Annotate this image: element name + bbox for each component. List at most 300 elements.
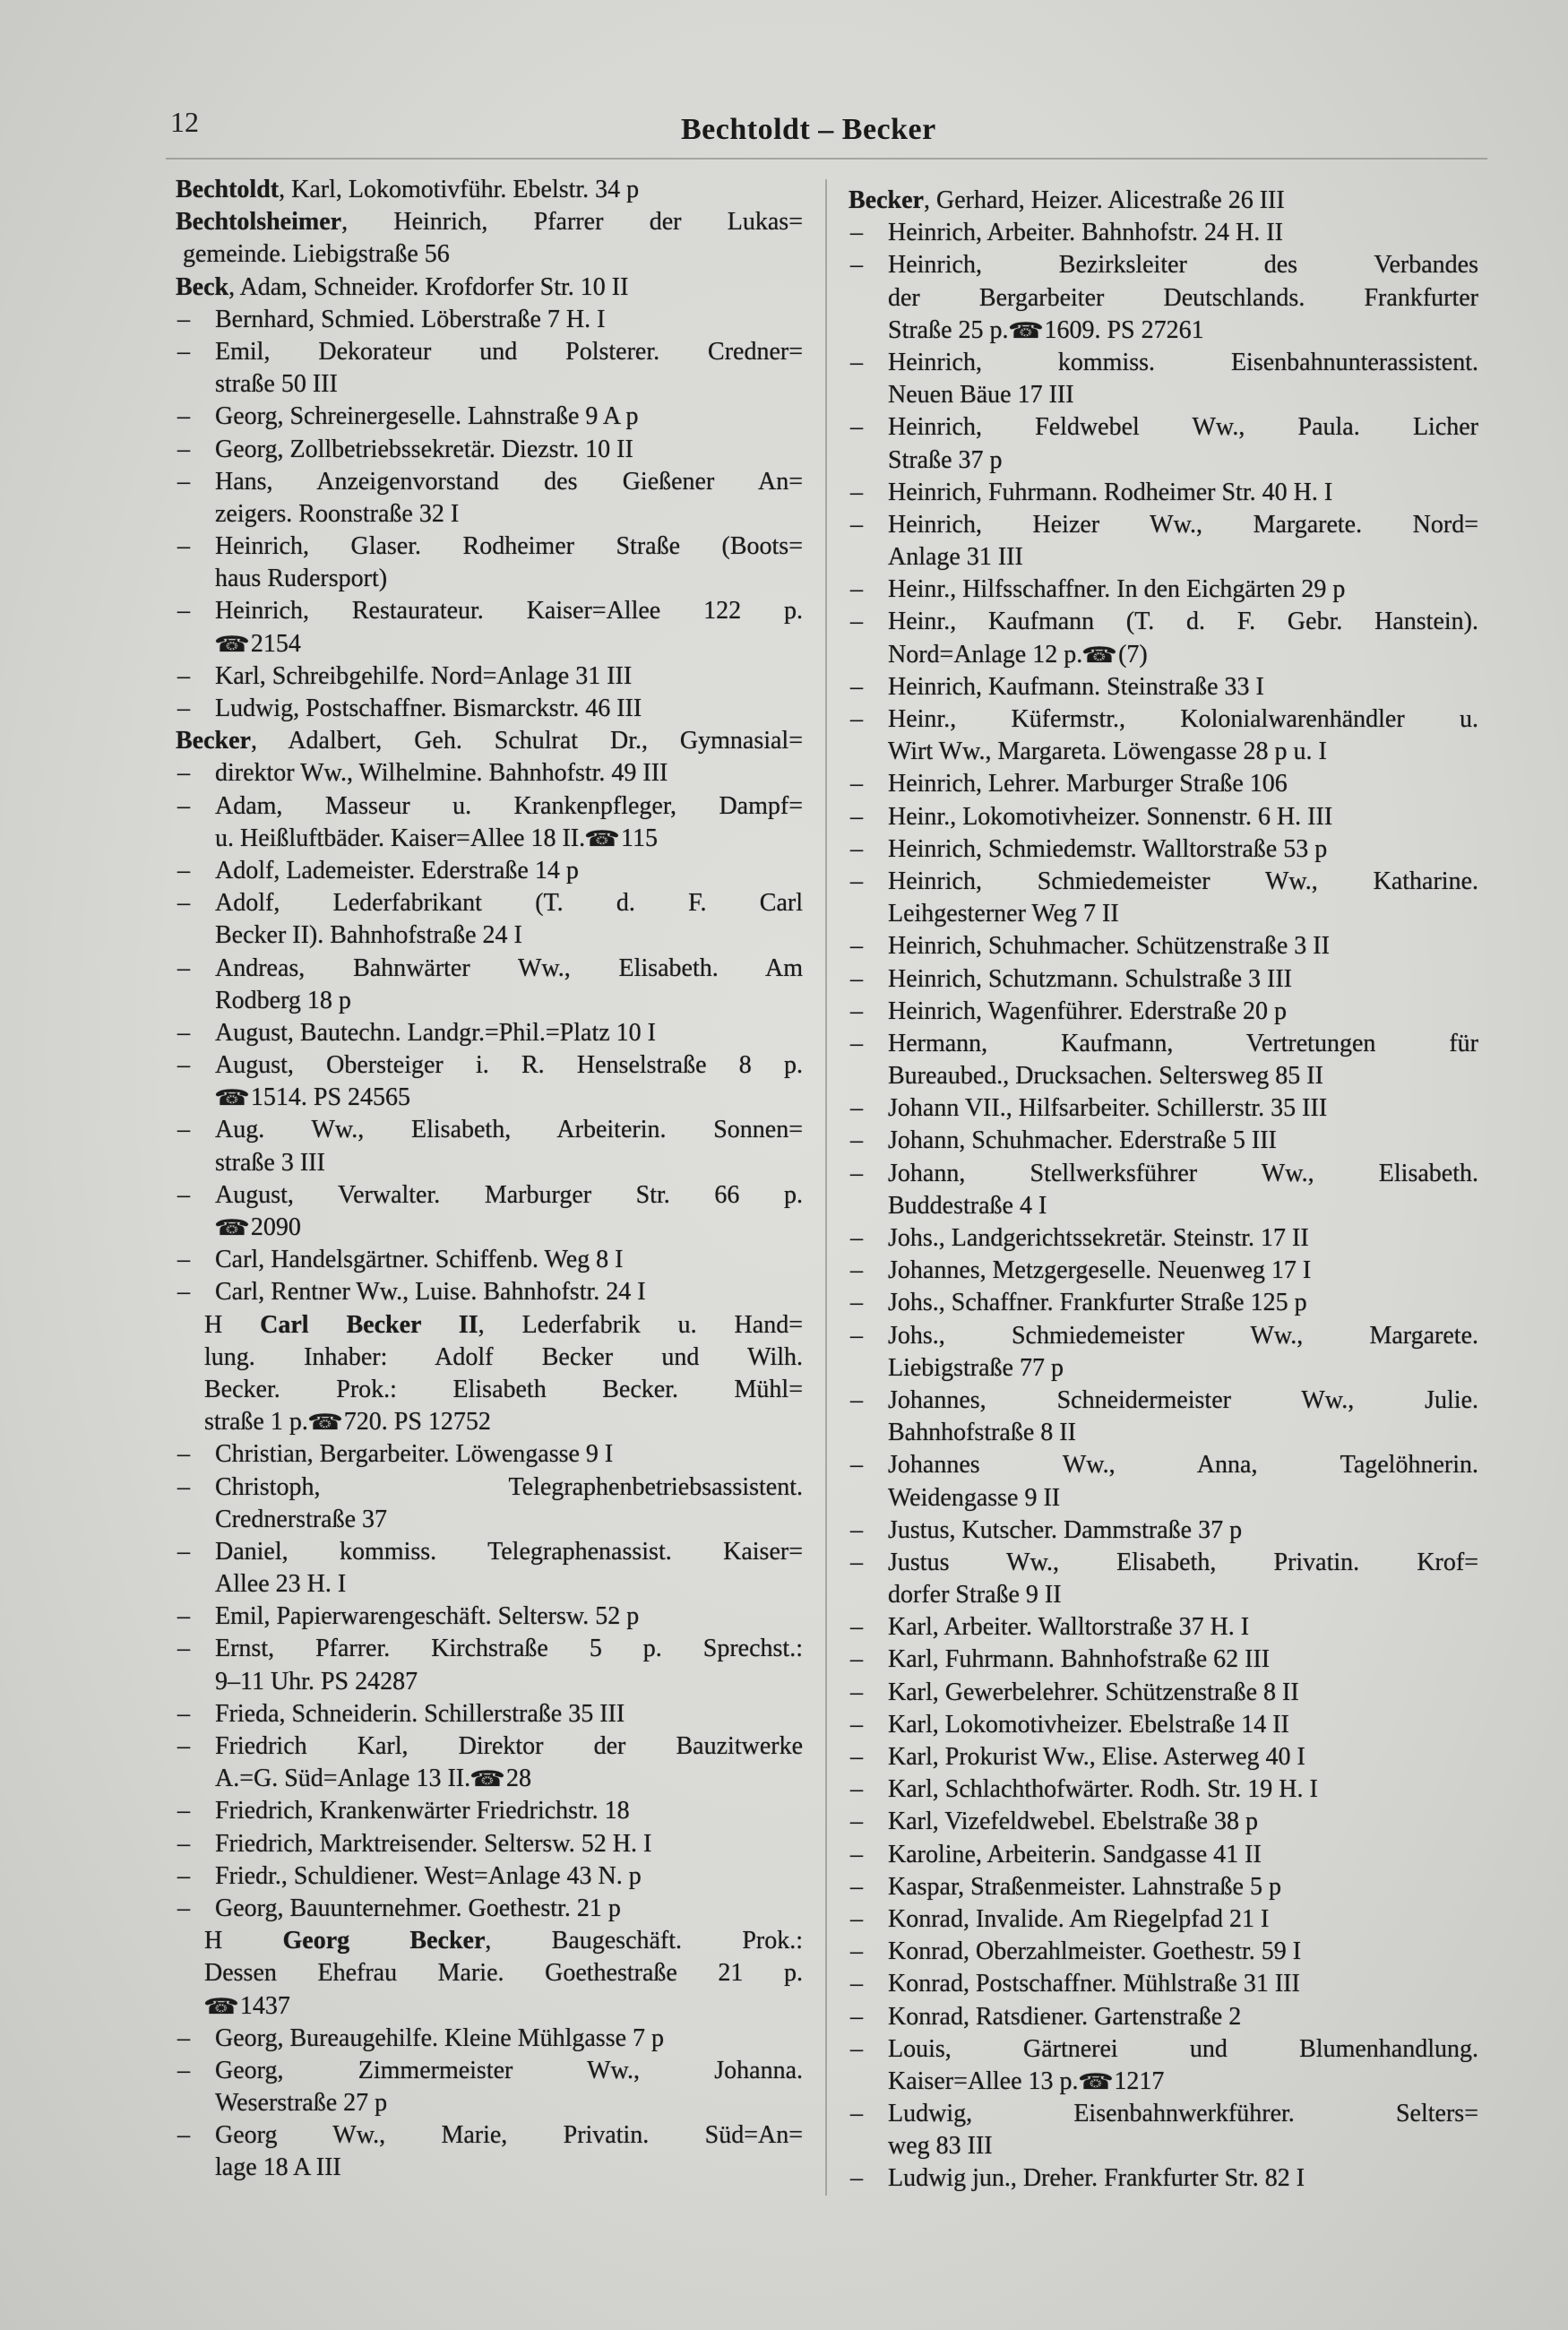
entry-line	[176, 725, 803, 757]
telephone-icon: ☎	[213, 1215, 251, 1240]
directory-entry	[176, 1276, 803, 1308]
directory-entry	[849, 477, 1478, 509]
entry-line: gemeinde. Liebigstraße 56	[183, 240, 450, 269]
entry-line: Heinr., Kaufmann (T. d. F. Gebr. Hanstein).	[888, 608, 1478, 636]
entry-dash: –	[850, 413, 863, 442]
text-segment: u. Heißluftbäder. Kaiser=Allee 18 II.	[215, 824, 586, 852]
entry-line: Johs., Schmiedemeister Ww., Margarete.	[888, 1321, 1478, 1350]
entry-line: straße 3 III	[215, 1148, 325, 1177]
directory-entry	[176, 466, 803, 531]
entry-line: Carl, Handelsgärtner. Schiffenb. Weg 8 I	[215, 1246, 624, 1274]
entry-line: Heinrich, Bezirksleiter des Verbandes	[888, 251, 1478, 280]
entry-dash: –	[850, 1126, 863, 1155]
directory-entry	[176, 1860, 803, 1893]
directory-entry	[849, 1287, 1478, 1319]
entry-line: Hans, Anzeigenvorstand des Gießener An=	[215, 467, 803, 496]
entry-dash: –	[177, 1472, 190, 1501]
entry-line: lage 18 A III	[215, 2153, 341, 2182]
entry-dash: –	[850, 1970, 863, 1998]
telephone-icon: ☎	[1081, 642, 1118, 668]
entry-line	[176, 174, 803, 206]
directory-entry	[176, 174, 803, 206]
text-segment: , Lederfabrik u. Hand=	[478, 1310, 803, 1339]
entry-line: Bahnhofstraße 8 II	[888, 1419, 1076, 1447]
entry-dash: –	[177, 759, 190, 788]
entry-line: Leihgesterner Weg 7 II	[888, 900, 1119, 928]
directory-entry	[176, 595, 803, 660]
entry-line: der Bergarbeiter Deutschlands. Frankfurter	[888, 283, 1478, 312]
header-rule	[166, 158, 1487, 160]
entry-dash: –	[850, 1775, 863, 1804]
entry-dash: –	[177, 1699, 190, 1728]
directory-entry	[176, 2023, 803, 2055]
text-segment: , Adalbert, Geh. Schulrat Dr., Gymnasial=	[250, 727, 803, 755]
entry-line: Heinrich, Kaufmann. Steinstraße 33 I	[888, 672, 1264, 701]
entry-line: Georg, Bureaugehilfe. Kleine Mühlgasse 7 p	[215, 2024, 665, 2052]
entry-line: Heinr., Lokomotivheizer. Sonnenstr. 6 H. III	[888, 802, 1333, 831]
directory-entry	[849, 2033, 1478, 2098]
directory-entry	[176, 2119, 803, 2184]
entry-line: Christoph, Telegraphenbetriebsassistent.	[215, 1472, 803, 1501]
directory-entry	[176, 1114, 803, 1178]
entry-dash: –	[850, 608, 863, 636]
entry-dash: –	[177, 1116, 190, 1144]
directory-entry	[849, 1125, 1478, 1157]
text-segment: , Adam, Schneider. Krofdorfer Str. 10 II	[228, 272, 629, 301]
entry-dash: –	[177, 661, 190, 690]
telephone-icon: ☎	[306, 1410, 343, 1436]
directory-entry	[849, 930, 1478, 962]
entry-line: Hermann, Kaufmann, Vertretungen für	[888, 1029, 1478, 1057]
directory-entry	[176, 1730, 803, 1795]
entry-line: Karoline, Arbeiterin. Sandgasse 41 II	[888, 1840, 1262, 1868]
entry-dash: –	[850, 1451, 863, 1480]
entry-dash: –	[177, 1861, 190, 1890]
entry-line: Johs., Landgerichtssekretär. Steinstr. 17 II	[888, 1224, 1309, 1252]
directory-entry	[849, 1320, 1478, 1385]
entry-line: Johannes Ww., Anna, Tagelöhnerin.	[888, 1451, 1478, 1480]
left-column	[176, 174, 803, 2185]
entry-line: Heinr., Küfermstr., Kolonialwarenhändler u.	[888, 705, 1478, 733]
entry-line: Andreas, Bahnwärter Ww., Elisabeth. Am	[215, 954, 803, 982]
entry-line: Konrad, Invalide. Am Riegelpfad 21 I	[888, 1904, 1270, 1933]
entry-line: Becker II). Bahnhofstraße 24 I	[215, 921, 522, 950]
directory-entry	[176, 1925, 803, 2023]
entry-dash: –	[850, 251, 863, 280]
entry-dash: –	[177, 1635, 190, 1663]
entry-dash: –	[177, 1051, 190, 1080]
entry-line	[849, 2066, 1478, 2098]
directory-entry	[849, 1677, 1478, 1709]
entry-dash: –	[177, 1894, 190, 1922]
entry-dash: –	[850, 348, 863, 376]
entry-surname: Becker	[849, 186, 924, 214]
directory-entry	[176, 434, 803, 466]
entry-line: Rodberg 18 p	[215, 986, 351, 1014]
entry-line: Frieda, Schneiderin. Schillerstraße 35 III	[215, 1699, 625, 1728]
directory-entry	[176, 757, 803, 790]
entry-line: Dessen Ehefrau Marie. Goethestraße 21 p.	[204, 1959, 803, 1988]
entry-dash: –	[850, 1094, 863, 1123]
text-segment: 2154	[250, 629, 301, 658]
entry-line	[176, 823, 803, 855]
entry-line: Heinrich, Heizer Ww., Margarete. Nord=	[888, 510, 1478, 539]
entry-line: August, Bautechn. Landgr.=Phil.=Platz 10 I	[215, 1018, 656, 1047]
directory-entry	[849, 866, 1478, 930]
directory-entry	[849, 1741, 1478, 1773]
entry-line: Georg, Bauunternehmer. Goethestr. 21 p	[215, 1894, 621, 1922]
text-segment: H	[204, 1927, 283, 1955]
directory-entry	[176, 1633, 803, 1697]
directory-entry	[176, 1795, 803, 1827]
entry-line: direktor Ww., Wilhelmine. Bahnhofstr. 49 III	[215, 759, 668, 788]
entry-dash: –	[850, 1904, 863, 1933]
entry-dash: –	[850, 1743, 863, 1771]
entry-line: Johann, Schuhmacher. Ederstraße 5 III	[888, 1126, 1277, 1155]
entry-line: Christian, Bergarbeiter. Löwengasse 9 I	[215, 1440, 614, 1469]
entry-dash: –	[850, 705, 863, 733]
directory-entry	[849, 833, 1478, 866]
entry-line	[849, 315, 1478, 347]
entry-line: Wirt Ww., Margareta. Löwengasse 28 p u. I	[888, 738, 1327, 766]
entry-line	[176, 1990, 803, 2023]
telephone-icon: ☎	[583, 825, 621, 851]
directory-entry	[849, 2001, 1478, 2033]
entry-line: Karl, Fuhrmann. Bahnhofstraße 62 III	[888, 1645, 1271, 1674]
entry-surname: Bechtoldt	[176, 176, 280, 203]
entry-surname: Bechtolsheimer	[176, 208, 342, 237]
entry-line: Georg, Zimmermeister Ww., Johanna.	[215, 2056, 803, 2084]
entry-dash: –	[850, 1937, 863, 1966]
entry-line: Heinrich, Schuhmacher. Schützenstraße 3 II	[888, 932, 1330, 961]
entry-dash: –	[177, 1829, 190, 1858]
text-segment: A.=G. Süd=Anlage 13 II.	[215, 1765, 471, 1793]
text-segment: , Heinrich, Pfarrer der Lukas=	[341, 208, 803, 237]
directory-entry	[176, 206, 803, 271]
directory-entry	[176, 1698, 803, 1730]
entry-line: Heinrich, Fuhrmann. Rodheimer Str. 40 H. I	[888, 478, 1333, 506]
entry-line: Konrad, Oberzahlmeister. Goethestr. 59 I	[888, 1937, 1302, 1966]
text-segment: Straße 25 p.	[888, 315, 1009, 344]
directory-entry	[176, 304, 803, 336]
entry-line: Ludwig jun., Dreher. Frankfurter Str. 82 I	[888, 2164, 1305, 2193]
entry-line: Heinr., Hilfsschaffner. In den Eichgärten 29 p	[888, 575, 1346, 604]
entry-line: straße 50 III	[215, 370, 338, 399]
entry-line: Justus, Kutscher. Dammstraße 37 p	[888, 1515, 1243, 1544]
entry-line: Friedrich, Marktreisender. Seltersw. 52 H. I	[215, 1829, 652, 1858]
directory-entry	[176, 855, 803, 887]
entry-line: Neuen Bäue 17 III	[888, 381, 1074, 410]
entry-dash: –	[177, 1180, 190, 1209]
text-segment: Kaiser=Allee 13 p.	[888, 2067, 1079, 2095]
entry-dash: –	[177, 1537, 190, 1566]
entry-surname: Beck	[176, 272, 229, 301]
directory-entry	[176, 725, 803, 757]
text-segment: 1437	[239, 1991, 290, 2020]
entry-line: Weidengasse 9 II	[888, 1483, 1061, 1512]
entry-line: 9–11 Uhr. PS 24287	[215, 1667, 418, 1696]
entry-line: Justus Ww., Elisabeth, Privatin. Krof=	[888, 1548, 1478, 1576]
entry-dash: –	[850, 1029, 863, 1057]
entry-dash: –	[850, 219, 863, 247]
entry-dash: –	[177, 1732, 190, 1760]
entry-line: Johann, Stellwerksführer Ww., Elisabeth.	[888, 1159, 1478, 1187]
entry-line: haus Rudersport)	[215, 565, 388, 593]
entry-line: zeigers. Roonstraße 32 I	[215, 499, 460, 528]
entry-dash: –	[850, 1645, 863, 1674]
entry-line: lung. Inhaber: Adolf Becker und Wilh.	[204, 1342, 803, 1371]
directory-entry	[176, 1536, 803, 1601]
text-segment: H	[204, 1310, 261, 1339]
entry-surname: Georg Becker	[282, 1927, 486, 1955]
entry-line: Johannes, Metzgergeselle. Neuenweg 17 I	[888, 1256, 1312, 1285]
entry-line: Emil, Dekorateur und Polsterer. Credner=	[215, 337, 803, 366]
entry-dash: –	[850, 770, 863, 798]
entry-line: Ernst, Pfarrer. Kirchstraße 5 p. Sprechst.:	[215, 1635, 803, 1663]
directory-entry	[176, 1471, 803, 1536]
entry-line: Bernhard, Schmied. Löberstraße 7 H. I	[215, 305, 606, 333]
entry-dash: –	[177, 597, 190, 626]
text-segment: 720. PS 12752	[343, 1408, 491, 1437]
entry-line: Adolf, Lademeister. Ederstraße 14 p	[215, 856, 579, 885]
directory-entry	[176, 1179, 803, 1244]
directory-entry	[849, 1968, 1478, 2000]
directory-entry	[849, 2162, 1478, 2195]
entry-dash: –	[177, 2024, 190, 2052]
entry-dash: –	[850, 478, 863, 506]
entry-line: Allee 23 H. I	[215, 1570, 347, 1599]
entry-dash: –	[177, 1246, 190, 1274]
entry-line: Heinrich, Glaser. Rodheimer Straße (Boots=	[215, 532, 803, 561]
directory-entry	[849, 509, 1478, 574]
text-segment: 28	[506, 1765, 532, 1793]
entry-dash: –	[177, 2121, 190, 2150]
telephone-icon: ☎	[1007, 317, 1044, 343]
directory-entry	[176, 1017, 803, 1049]
directory-entry	[849, 411, 1478, 476]
directory-entry	[849, 185, 1478, 217]
entry-line	[176, 628, 803, 660]
directory-entry	[176, 336, 803, 401]
entry-line: Ludwig, Eisenbahnwerkführer. Selters=	[888, 2100, 1478, 2128]
entry-dash: –	[177, 435, 190, 463]
right-column	[849, 185, 1478, 2196]
entry-line	[176, 272, 803, 304]
entry-dash: –	[177, 305, 190, 333]
entry-line: Liebigstraße 77 p	[888, 1353, 1064, 1382]
telephone-icon: ☎	[1077, 2068, 1114, 2094]
entry-line: Adam, Masseur u. Krankenpfleger, Dampf=	[215, 791, 803, 820]
entry-line: Heinrich, Schutzmann. Schulstraße 3 III	[888, 964, 1292, 993]
entry-dash: –	[850, 2164, 863, 2193]
entry-line: Johannes, Schneidermeister Ww., Julie.	[888, 1385, 1478, 1414]
directory-entry	[176, 693, 803, 725]
directory-entry	[849, 1644, 1478, 1676]
directory-entry	[849, 249, 1478, 347]
entry-dash: –	[177, 402, 190, 431]
entry-dash: –	[850, 1256, 863, 1285]
directory-entry	[176, 401, 803, 433]
entry-line: weg 83 III	[888, 2132, 993, 2161]
entry-surname: Becker	[176, 727, 251, 755]
directory-entry	[176, 1244, 803, 1276]
entry-line	[176, 1309, 803, 1342]
entry-dash: –	[177, 856, 190, 885]
entry-dash: –	[850, 932, 863, 961]
directory-entry	[176, 1438, 803, 1471]
entry-dash: –	[850, 1321, 863, 1350]
directory-entry	[849, 1773, 1478, 1806]
directory-entry	[849, 963, 1478, 996]
entry-dash: –	[850, 1385, 863, 1414]
entry-dash: –	[850, 1548, 863, 1576]
telephone-icon: ☎	[213, 1085, 251, 1111]
directory-entry	[849, 606, 1478, 670]
telephone-icon: ☎	[469, 1766, 506, 1792]
directory-entry	[849, 1449, 1478, 1514]
directory-entry	[176, 1601, 803, 1633]
entry-line: Karl, Lokomotivheizer. Ebelstraße 14 II	[888, 1710, 1289, 1739]
entry-line: Weserstraße 27 p	[215, 2089, 388, 2118]
entry-dash: –	[850, 2002, 863, 2031]
entry-line: August, Obersteiger i. R. Henselstraße 8 p.	[215, 1051, 803, 1080]
entry-line	[176, 1212, 803, 1244]
entry-dash: –	[850, 510, 863, 539]
directory-entry	[176, 1309, 803, 1439]
entry-line: Carl, Rentner Ww., Luise. Bahnhofstr. 24 I	[215, 1278, 646, 1307]
entry-line	[176, 1082, 803, 1114]
entry-line: Karl, Prokurist Ww., Elise. Asterweg 40 I	[888, 1743, 1305, 1771]
directory-entry	[849, 1547, 1478, 1611]
entry-line: Friedr., Schuldiener. West=Anlage 43 N. p	[215, 1861, 642, 1890]
directory-entry	[849, 801, 1478, 833]
entry-dash: –	[177, 889, 190, 918]
directory-entry	[176, 790, 803, 855]
entry-line: Kaspar, Straßenmeister. Lahnstraße 5 p	[888, 1872, 1281, 1901]
entry-line	[849, 185, 1478, 217]
entry-line: August, Verwalter. Marburger Str. 66 p.	[215, 1180, 803, 1209]
entry-line	[849, 639, 1478, 671]
directory-entry	[849, 1871, 1478, 1903]
directory-entry	[849, 703, 1478, 768]
entry-dash: –	[177, 532, 190, 561]
text-segment: , Baugeschäft. Prok.:	[485, 1927, 803, 1955]
entry-line: Buddestraße 4 I	[888, 1191, 1047, 1220]
entry-dash: –	[850, 1808, 863, 1836]
directory-entry	[849, 1158, 1478, 1222]
entry-line: Heinrich, Restaurateur. Kaiser=Allee 122 p.	[215, 597, 803, 626]
entry-dash: –	[850, 997, 863, 1025]
entry-line: Friedrich, Krankenwärter Friedrichstr. 18	[215, 1797, 630, 1825]
entry-dash: –	[177, 1278, 190, 1307]
entry-line: Emil, Papierwarengeschäft. Seltersw. 52 p	[215, 1602, 640, 1631]
entry-line: Georg, Zollbetriebssekretär. Diezstr. 10 II	[215, 435, 633, 463]
directory-entry	[849, 768, 1478, 800]
directory-entry	[176, 272, 803, 304]
directory-entry	[849, 574, 1478, 606]
entry-line: Adolf, Lederfabrikant (T. d. F. Carl	[215, 889, 803, 918]
text-segment: , Karl, Lokomotivführ. Ebelstr. 34 p	[279, 176, 640, 203]
directory-entry	[176, 1893, 803, 1925]
entry-line: Crednerstraße 37	[215, 1505, 388, 1533]
directory-entry	[849, 1903, 1478, 1936]
entry-dash: –	[850, 834, 863, 863]
entry-dash: –	[850, 1613, 863, 1642]
directory-entry	[849, 347, 1478, 411]
entry-line: Karl, Arbeiter. Walltorstraße 37 H. I	[888, 1613, 1250, 1642]
entry-dash: –	[177, 1797, 190, 1825]
entry-dash: –	[177, 695, 190, 722]
entry-line: Karl, Vizefeldwebel. Ebelstraße 38 p	[888, 1808, 1258, 1836]
directory-entry	[176, 2055, 803, 2119]
entry-line: Friedrich Karl, Direktor der Bauzitwerke	[215, 1732, 803, 1760]
entry-line: Straße 37 p	[888, 445, 1003, 474]
page-number: 12	[170, 106, 199, 138]
entry-dash: –	[850, 964, 863, 993]
directory-entry	[176, 531, 803, 595]
entry-dash: –	[850, 672, 863, 701]
telephone-icon: ☎	[213, 631, 251, 657]
entry-dash: –	[850, 1159, 863, 1187]
entry-dash: –	[850, 1289, 863, 1317]
entry-dash: –	[850, 2034, 863, 2063]
entry-line: Karl, Schreibgehilfe. Nord=Anlage 31 III	[215, 661, 633, 690]
directory-entry	[849, 1385, 1478, 1449]
entry-dash: –	[850, 1710, 863, 1739]
directory-entry	[849, 1028, 1478, 1092]
entry-dash: –	[177, 791, 190, 820]
entry-line: Karl, Gewerbelehrer. Schützenstraße 8 II	[888, 1678, 1299, 1706]
entry-line	[176, 206, 803, 238]
entry-dash: –	[850, 1872, 863, 1901]
directory-entry	[849, 1092, 1478, 1125]
entry-dash: –	[177, 2056, 190, 2084]
entry-dash: –	[850, 1515, 863, 1544]
column-divider	[825, 179, 827, 2196]
text-segment: , Gerhard, Heizer. Alicestraße 26 III	[923, 186, 1285, 214]
entry-dash: –	[177, 337, 190, 366]
text-segment: 1217	[1114, 2067, 1165, 2095]
text-segment: 115	[621, 824, 658, 852]
entry-line: Heinrich, Arbeiter. Bahnhofstr. 24 H. II	[888, 219, 1283, 247]
entry-dash: –	[850, 867, 863, 895]
entry-line: Heinrich, Wagenführer. Ederstraße 20 p	[888, 997, 1288, 1025]
entry-line: Daniel, kommiss. Telegraphenassist. Kaiser=	[215, 1537, 803, 1566]
entry-line: Heinrich, Schmiedemstr. Walltorstraße 53 p	[888, 834, 1328, 863]
directory-entry	[849, 1839, 1478, 1871]
entry-line: Johs., Schaffner. Frankfurter Straße 125 p	[888, 1289, 1307, 1317]
entry-line: dorfer Straße 9 II	[888, 1581, 1062, 1609]
entry-line: Heinrich, Feldwebel Ww., Paula. Licher	[888, 413, 1478, 442]
entry-line: Louis, Gärtnerei und Blumenhandlung.	[888, 2034, 1478, 2063]
directory-entry	[849, 671, 1478, 703]
entry-line: Bureaubed., Drucksachen. Seltersweg 85 II	[888, 1062, 1323, 1091]
directory-entry	[849, 1514, 1478, 1547]
directory-entry	[176, 660, 803, 693]
directory-entry	[849, 1255, 1478, 1287]
directory-entry	[849, 1709, 1478, 1741]
entry-dash: –	[177, 1440, 190, 1469]
entry-line	[176, 1925, 803, 1957]
entry-dash: –	[850, 802, 863, 831]
entry-surname: Carl Becker II	[260, 1310, 478, 1339]
directory-entry	[176, 953, 803, 1017]
entry-dash: –	[177, 1018, 190, 1047]
text-segment: Nord=Anlage 12 p.	[888, 640, 1083, 669]
entry-dash: –	[177, 467, 190, 496]
text-segment: straße 1 p.	[204, 1408, 308, 1437]
text-segment: (7)	[1118, 640, 1148, 669]
